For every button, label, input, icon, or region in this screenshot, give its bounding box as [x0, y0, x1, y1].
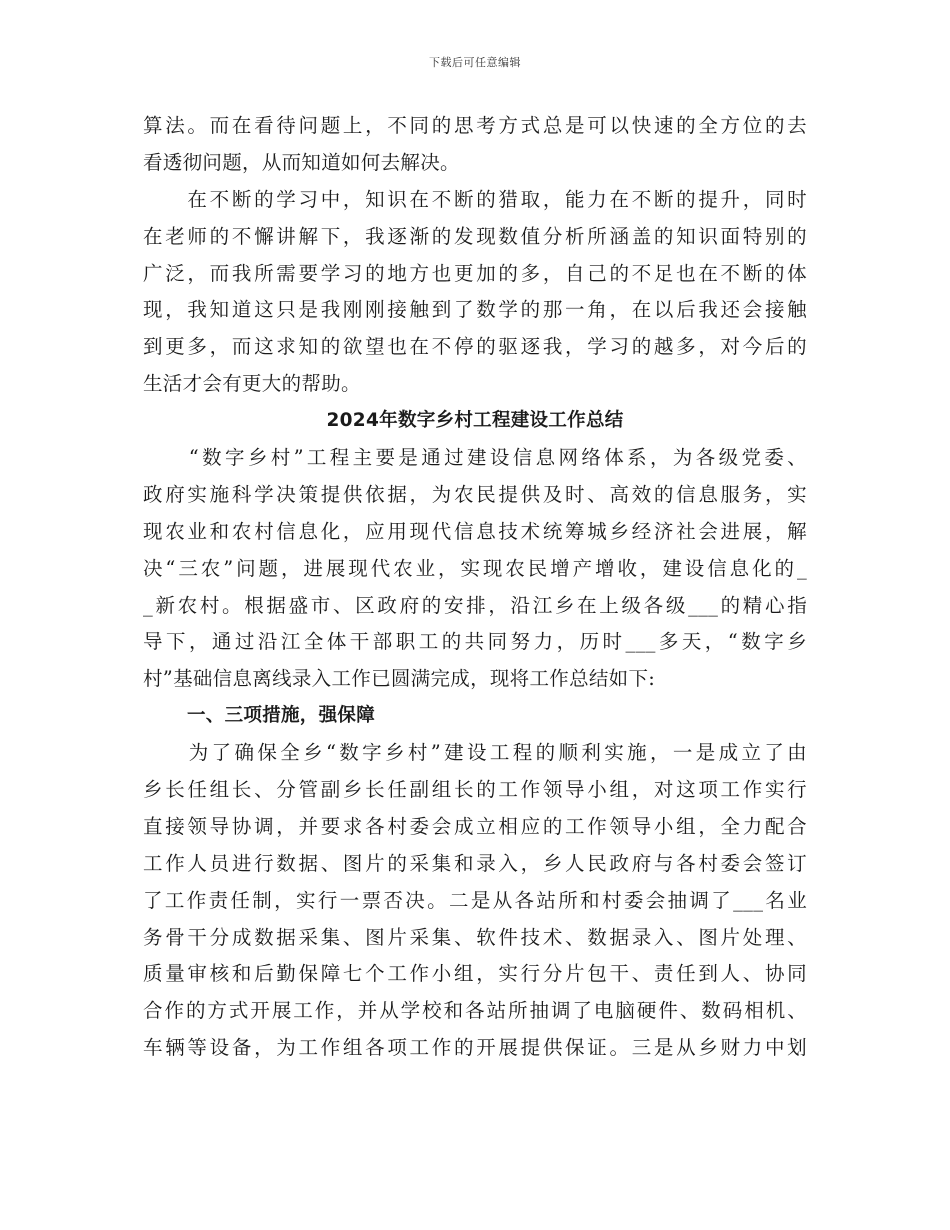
paragraph-line: 看透彻问题，从而知道如何去解决。: [143, 150, 460, 174]
paragraph-line: 现农业和农村信息化，应用现代信息技术统筹城乡经济社会进展，解: [143, 519, 807, 543]
section-heading: 一、三项措施，强保障: [187, 705, 376, 727]
paragraph-line: 合作的方式开展工作，并从学校和各站所抽调了电脑硬件、数码相机、: [143, 999, 807, 1023]
paragraph-line: 车辆等设备，为工作组各项工作的开展提供保证。三是从乡财力中划: [143, 1036, 807, 1060]
paragraph-line: 为了确保全乡“数字乡村”建设工程的顺利实施，一是成立了由: [143, 741, 807, 765]
page-header: 下载后可任意编辑: [429, 56, 521, 69]
paragraph-line: 广泛，而我所需要学习的地方也更加的多，自己的不足也在不断的体: [143, 261, 807, 285]
paragraph-line: 工作人员进行数据、图片的采集和录入，乡人民政府与各村委会签订: [143, 851, 807, 875]
document-body: [143, 108, 807, 1067]
paragraph-line: 导下，通过沿江全体干部职工的共同努力，历时___多天，“数字乡: [143, 630, 807, 654]
paragraph-line: 了工作责任制，实行一票否决。二是从各站所和村委会抽调了___名业: [143, 888, 807, 912]
paragraph-line: 直接领导协调，并要求各村委会成立相应的工作领导小组，全力配合: [143, 814, 807, 838]
paragraph-line: “数字乡村”工程主要是通过建设信息网络体系，为各级党委、: [143, 446, 807, 470]
paragraph-line: 算法。而在看待问题上，不同的思考方式总是可以快速的全方位的去: [143, 114, 807, 137]
paragraph-line: 政府实施科学决策提供依据，为农民提供及时、高效的信息服务，实: [143, 482, 807, 506]
paragraph-line: 决“三农”问题，进展现代农业，实现农民增产增收，建设信息化的_: [143, 556, 807, 580]
paragraph-line: 务骨干分成数据采集、图片采集、软件技术、数据录入、图片处理、: [143, 925, 807, 949]
paragraph-line: 在老师的不懈讲解下，我逐渐的发现数值分析所涵盖的知识面特别的: [143, 224, 807, 248]
paragraph-line: 质量审核和后勤保障七个工作小组，实行分片包干、责任到人、协同: [143, 962, 807, 986]
paragraph-line: 生活才会有更大的帮助。: [143, 372, 361, 396]
paragraph-line: _新农村。根据盛市、区政府的安排，沿江乡在上级各级___的精心指: [143, 593, 807, 617]
paragraph-line: 到更多，而这求知的欲望也在不停的驱逐我，学习的越多，对今后的: [143, 335, 807, 359]
paragraph-line: 在不断的学习中，知识在不断的猎取，能力在不断的提升，同时: [143, 187, 807, 211]
paragraph-line: 现，我知道这只是我刚刚接触到了数学的那一角，在以后我还会接触: [143, 298, 807, 322]
paragraph-line: 乡长任组长、分管副乡长任副组长的工作领导小组，对这项工作实行: [143, 778, 807, 802]
document-title: 2024年数字乡村工程建设工作总结: [326, 410, 624, 432]
paragraph-line: 村”基础信息离线录入工作已圆满完成，现将工作总结如下:: [143, 667, 656, 691]
